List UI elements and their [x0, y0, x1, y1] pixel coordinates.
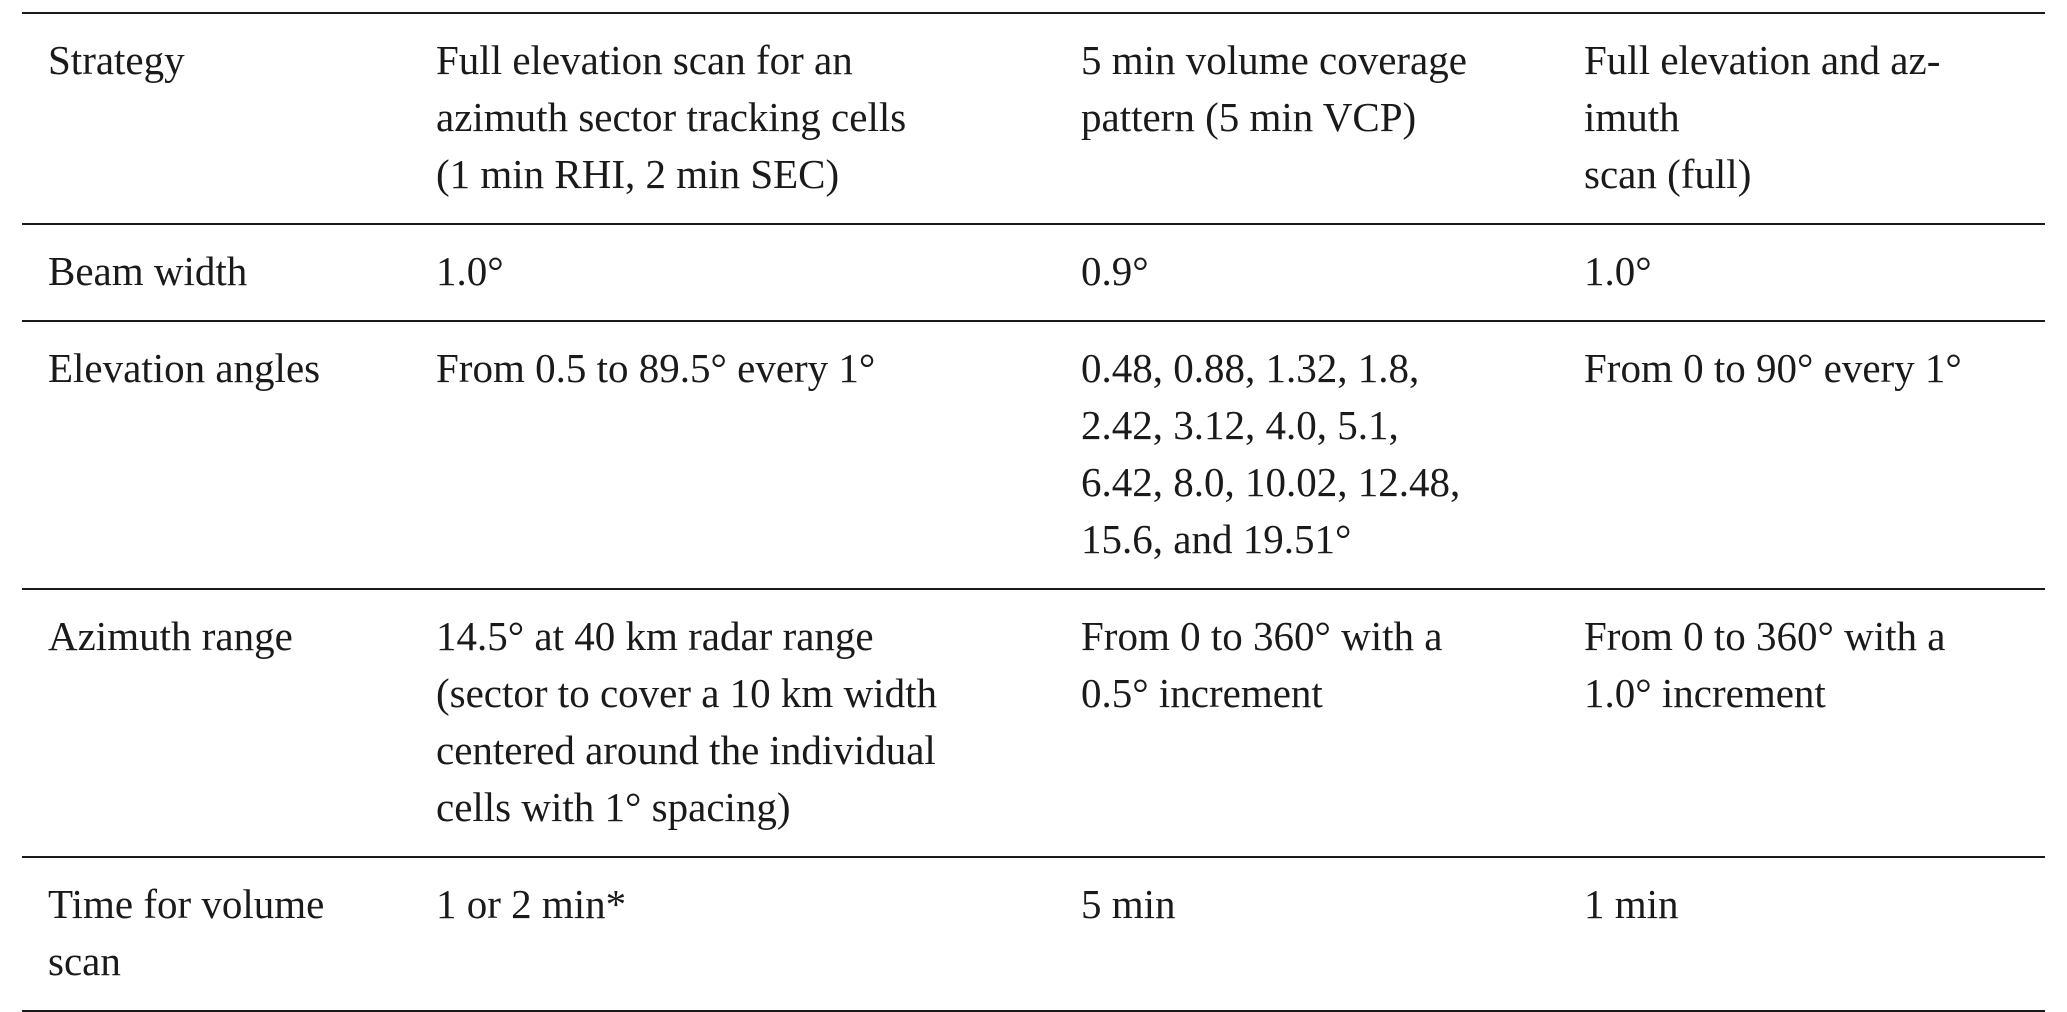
beam-width-rhi-sec: 1.0°	[436, 248, 504, 294]
table-row-beam-width	[22, 224, 2045, 321]
row-header-strategy: Strategy	[48, 37, 185, 83]
row-header-beam-width: Beam width	[48, 248, 248, 294]
elevation-angles-full: From 0 to 90° every 1°	[1584, 345, 1962, 391]
table-row-strategy	[22, 13, 2045, 224]
beam-width-vcp: 0.9°	[1081, 248, 1149, 294]
strategy-rhi-sec: Full elevation scan for an azimuth sector tracking cells (1 min RHI, 2 min SEC)	[436, 37, 907, 197]
table-row-azimuth-range	[22, 589, 2045, 857]
azimuth-range-full: From 0 to 360° with a 1.0° increment	[1584, 613, 1946, 716]
azimuth-range-rhi-sec: 14.5° at 40 km radar range (sector to cover a 10 km width centered around the individual cells with 1° spacing)	[436, 613, 937, 830]
time-rhi-sec: 1 or 2 min*	[436, 881, 627, 927]
azimuth-range-vcp: From 0 to 360° with a 0.5° increment	[1081, 613, 1443, 716]
strategy-vcp: 5 min volume coverage pattern (5 min VCP)	[1081, 37, 1467, 140]
time-full: 1 min	[1584, 881, 1679, 927]
time-vcp: 5 min	[1081, 881, 1176, 927]
table-row-elevation-angles	[22, 321, 2045, 589]
elevation-angles-rhi-sec: From 0.5 to 89.5° every 1°	[436, 345, 876, 391]
row-header-azimuth-range: Azimuth range	[48, 613, 293, 659]
strategy-full: Full elevation and az- imuth scan (full)	[1584, 37, 1941, 197]
scan-strategy-table	[22, 12, 2045, 1012]
row-header-elevation-angles: Elevation angles	[48, 345, 321, 391]
table-row-time-for-volume-scan	[22, 857, 2045, 1011]
beam-width-full: 1.0°	[1584, 248, 1652, 294]
elevation-angles-vcp: 0.48, 0.88, 1.32, 1.8, 2.42, 3.12, 4.0, 5.1, 6.42, 8.0, 10.02, 12.48, 15.6, and 19.51°	[1081, 345, 1461, 562]
row-header-time-for-volume-scan: Time for volume scan	[48, 881, 325, 984]
